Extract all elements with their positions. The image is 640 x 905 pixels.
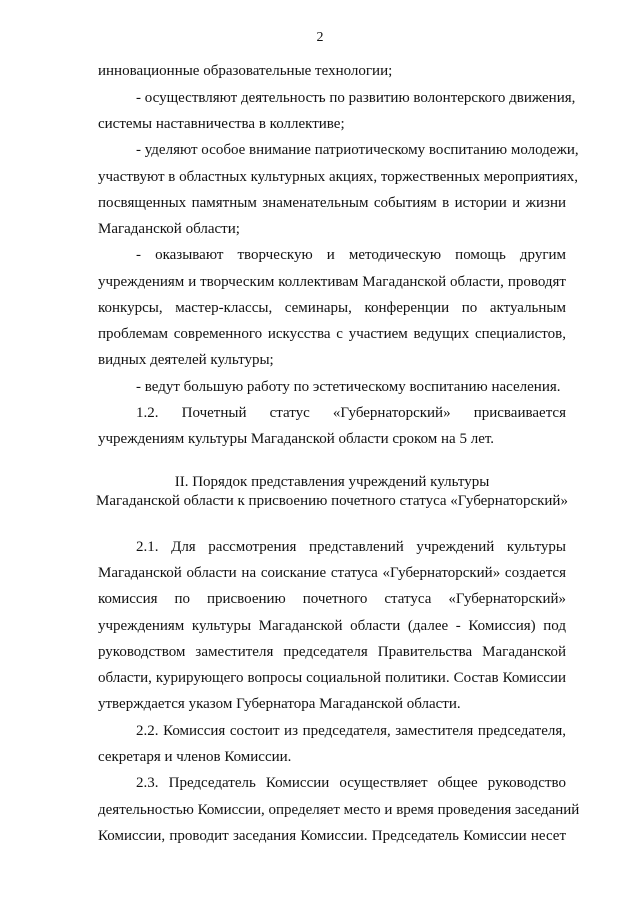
text-line: - оказывают творческую и методическую помощь другим — [136, 247, 566, 263]
text-line: учреждениям культуры Магаданской области (далее - Комиссия) под — [98, 618, 566, 634]
section-heading: Магаданской области к присвоению почетного статуса «Губернаторский» — [96, 493, 568, 509]
text-line: участвуют в областных культурных акциях, торжественных мероприятиях, — [98, 169, 579, 185]
text-line: 1.2. Почетный статус «Губернаторский» присваивается — [136, 405, 566, 421]
text-line: Магаданской области; — [98, 221, 240, 237]
text-line: секретаря и членов Комиссии. — [98, 749, 292, 765]
text-line: системы наставничества в коллективе; — [98, 116, 345, 132]
text-line: Магаданской области на соискание статуса «Губернаторский» создается — [98, 565, 566, 581]
text-line: конкурсы, мастер-классы, семинары, конференции по актуальным — [98, 300, 566, 316]
text-line: комиссия по присвоению почетного статуса «Губернаторский» — [98, 591, 566, 607]
text-line: руководством заместителя председателя Правительства Магаданской — [98, 644, 566, 660]
text-line: учреждениям и творческим коллективам Магаданской области, проводят — [98, 274, 566, 290]
text-line: утверждается указом Губернатора Магаданской области. — [98, 696, 461, 712]
text-line: - уделяют особое внимание патриотическому воспитанию молодежи, — [136, 142, 579, 158]
text-line: области, курирующего вопросы социальной политики. Состав Комиссии — [98, 670, 566, 686]
page-number: 2 — [316, 30, 324, 45]
text-line: - осуществляют деятельность по развитию волонтерского движения, — [136, 90, 576, 106]
section-heading: II. Порядок представления учреждений культуры — [174, 474, 490, 490]
text-line: Комиссии, проводит заседания Комиссии. Председатель Комиссии несет — [98, 828, 566, 844]
text-line: посвященных памятным знаменательным событиям в истории и жизни — [98, 195, 566, 211]
text-line: проблемам современного искусства с участием ведущих специалистов, — [98, 326, 566, 342]
text-line: деятельностью Комиссии, определяет место и время проведения заседаний — [98, 802, 580, 818]
text-line: видных деятелей культуры; — [98, 352, 274, 368]
text-line: 2.3. Председатель Комиссии осуществляет общее руководство — [136, 775, 566, 791]
text-line: - ведут большую работу по эстетическому воспитанию населения. — [136, 379, 561, 395]
text-line: инновационные образовательные технологии; — [98, 63, 393, 79]
text-line: учреждениям культуры Магаданской области сроком на 5 лет. — [98, 431, 495, 447]
text-line: 2.1. Для рассмотрения представлений учреждений культуры — [136, 539, 566, 555]
text-line: 2.2. Комиссия состоит из председателя, заместителя председателя, — [136, 723, 566, 739]
